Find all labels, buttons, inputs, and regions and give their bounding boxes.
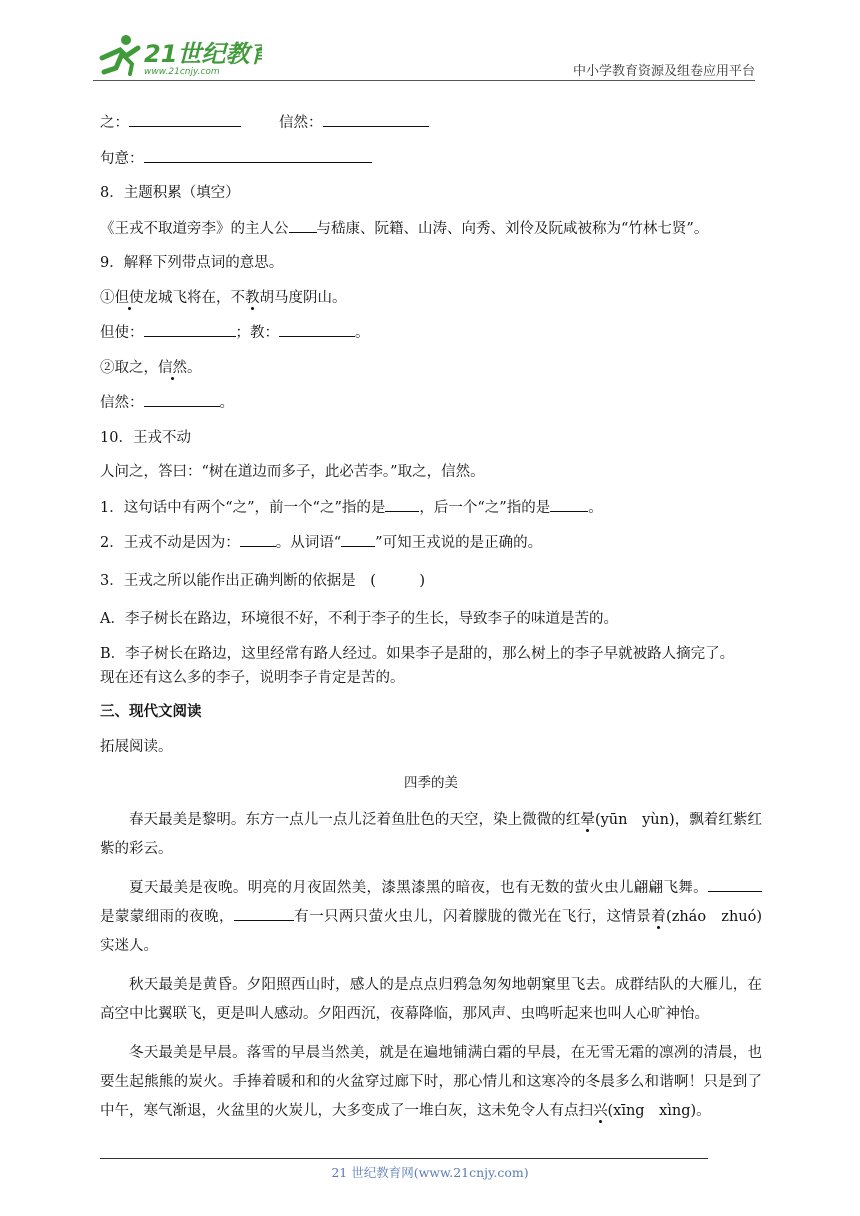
paragraph-summer: [100, 874, 762, 961]
paragraph-autumn: 秋天最美是黄昏。夕阳照西山时，感人的是点点归鸦急匆匆地朝窠里飞去。成群结队的大雁儿，在高空中比翼联飞，更是叫人感动。夕阳西沉，夜幕降临，那风声、虫鸣听起来也叫人心旷神怡。: [100, 977, 762, 1022]
q9-line2-prefix: ②取之，: [100, 359, 158, 376]
q10-s2-c: ”可知王戎说的是正确的。: [375, 535, 543, 551]
juyi-label: 句意：: [100, 150, 144, 167]
summer-text-d: (zháo zhuó)实迷人。: [100, 909, 763, 954]
dotted-word-jiao: 教: [245, 289, 260, 306]
q10-s2-blank2[interactable]: [341, 530, 375, 547]
platform-name: 中小学教育资源及组卷应用平台: [572, 64, 755, 79]
xinran-blank[interactable]: [323, 110, 429, 127]
logo-text: 21世纪教育: [144, 40, 262, 68]
q9-line1-mid: 龙城飞将在，不: [143, 289, 245, 306]
q10-s1-c: 。: [588, 499, 603, 516]
q9-line1-end: 胡马度阴山。: [259, 289, 347, 306]
logo-url: www.21cnjy.com: [144, 67, 220, 77]
q7-juyi-line: [100, 146, 762, 171]
section3-title: 三、现代文阅读: [100, 704, 202, 720]
xinran2-label: 信然：: [100, 395, 144, 411]
jiao-blank[interactable]: [279, 320, 355, 337]
q10-s2-blank1[interactable]: [240, 530, 276, 547]
q9-answer1: [100, 320, 762, 345]
footer-divider: [100, 1158, 708, 1159]
section3-intro: 拓展阅读。: [100, 738, 173, 755]
dotted-word-danshi: 但使: [114, 289, 144, 306]
paragraph-winter: [100, 1039, 762, 1126]
q10-title: 10．王戎不动: [100, 429, 191, 446]
xinran2-blank[interactable]: [144, 390, 220, 407]
danshi-label: 但使：: [100, 325, 144, 341]
document-body: [100, 108, 762, 1136]
dotted-word-zhao: 着: [651, 909, 667, 925]
q9-line2-end: 。: [187, 359, 202, 376]
xinran-label: 信然：: [279, 115, 323, 131]
q9-ans2-end: 。: [219, 395, 234, 411]
zhi-label: 之：: [100, 115, 129, 131]
q10-s1-a: 1．这句话中有两个“之”，前一个“之”指的是: [100, 499, 386, 516]
header-divider: [93, 80, 755, 81]
q8-blank[interactable]: [289, 216, 317, 233]
q8-text: [100, 216, 762, 241]
q10-s2-b: 。从词语“: [275, 535, 342, 551]
summer-text-a: 夏天最美是夜晚。明亮的月夜固然美，漆黑漆黑的暗夜，也有无数的萤火虫儿翩翩飞舞。: [129, 880, 708, 896]
q10-sub2: [100, 530, 762, 555]
q8-text-before: 《王戎不取道旁李》的主人公: [100, 220, 289, 237]
q7-answer-line: [100, 110, 762, 135]
q9-answer2: [100, 390, 762, 415]
q10-s1-blank2[interactable]: [550, 495, 588, 512]
q10-option-a[interactable]: A．李子树长在路边，环境很不好，不利于李子的生长，导致李子的味道是苦的。: [100, 611, 618, 627]
q9-line1-prefix: ①: [100, 289, 115, 306]
q8-title: 8．主题积累（填空）: [100, 185, 240, 201]
summer-blank2[interactable]: [234, 904, 294, 921]
logo-runner-icon: [92, 28, 262, 80]
reading-passage: [100, 769, 762, 1126]
footer-link[interactable]: 21 世纪教育网(www.21cnjy.com): [331, 1165, 529, 1180]
summer-text-c: 有一只两只萤火虫儿，闪着朦胧的微光在飞行，这情景: [293, 909, 652, 925]
jiao-label: ；教：: [235, 325, 279, 341]
dotted-word-xing: 兴: [593, 1103, 608, 1119]
q10-option-b-line1: B．李子树长在路边，这里经常有路人经过。如果李子是甜的，那么树上的李子早就被路人摘完了。: [100, 645, 735, 662]
q9-line1: [100, 286, 762, 310]
site-logo: [92, 28, 262, 80]
spring-text-b: (yūn yùn)，飘着红紫红紫的彩云。: [100, 812, 762, 857]
winter-text-b: (xīng xìng)。: [607, 1103, 711, 1119]
q10-text: 人问之，答曰：“树在道边而多子，此必苦李。”取之，信然。: [100, 464, 485, 480]
winter-text-a: 冬天最美是早晨。落雪的早晨当然美，就是在遍地铺满白霜的早晨，在无雪无霜的凛冽的清晨，也要生起熊熊的炭火。手捧着暖和和的火盆穿过廊下时，那心情儿和这寒冷的冬晨多么和谐啊！只是到了中午，寒气渐退，火盆里的火炭儿，大多变成了一堆白灰，这未免令人有点扫: [100, 1045, 762, 1119]
q10-sub1: [100, 495, 762, 520]
q9-ans1-end: 。: [355, 325, 370, 341]
q10-option-b-cont: 现在还有这么多的李子，说明李子肯定是苦的。: [100, 669, 405, 686]
summer-blank1[interactable]: [708, 875, 762, 892]
dotted-word-xinran: 信然: [158, 359, 187, 376]
danshi-blank[interactable]: [144, 320, 236, 337]
q9-line2: [100, 356, 762, 380]
juyi-blank[interactable]: [144, 146, 372, 163]
summer-text-b: 是蒙蒙细雨的夜晚，: [100, 909, 234, 925]
q10-s1-blank1[interactable]: [385, 495, 419, 512]
q10-s1-b: ，后一个“之”指的是: [419, 499, 551, 516]
q10-option-b[interactable]: [100, 642, 762, 666]
zhi-blank[interactable]: [129, 110, 241, 127]
q8-text-after: 与嵇康、阮籍、山涛、向秀、刘伶及阮咸被称为“竹林七贤”。: [316, 220, 709, 237]
paragraph-spring: [100, 806, 762, 864]
essay-title: 四季的美: [404, 775, 458, 791]
spring-text-a: 春天最美是黎明。东方一点儿一点儿泛着鱼肚色的天空，染上微微的红: [129, 812, 581, 828]
q10-s2-a: 2．王戎不动是因为：: [100, 535, 240, 551]
dotted-word-yun: 晕: [580, 812, 595, 828]
q10-sub3: 3．王戎之所以能作出正确判断的依据是 ( ): [100, 573, 426, 589]
q9-title: 9．解释下列带点词的意思。: [100, 255, 284, 271]
